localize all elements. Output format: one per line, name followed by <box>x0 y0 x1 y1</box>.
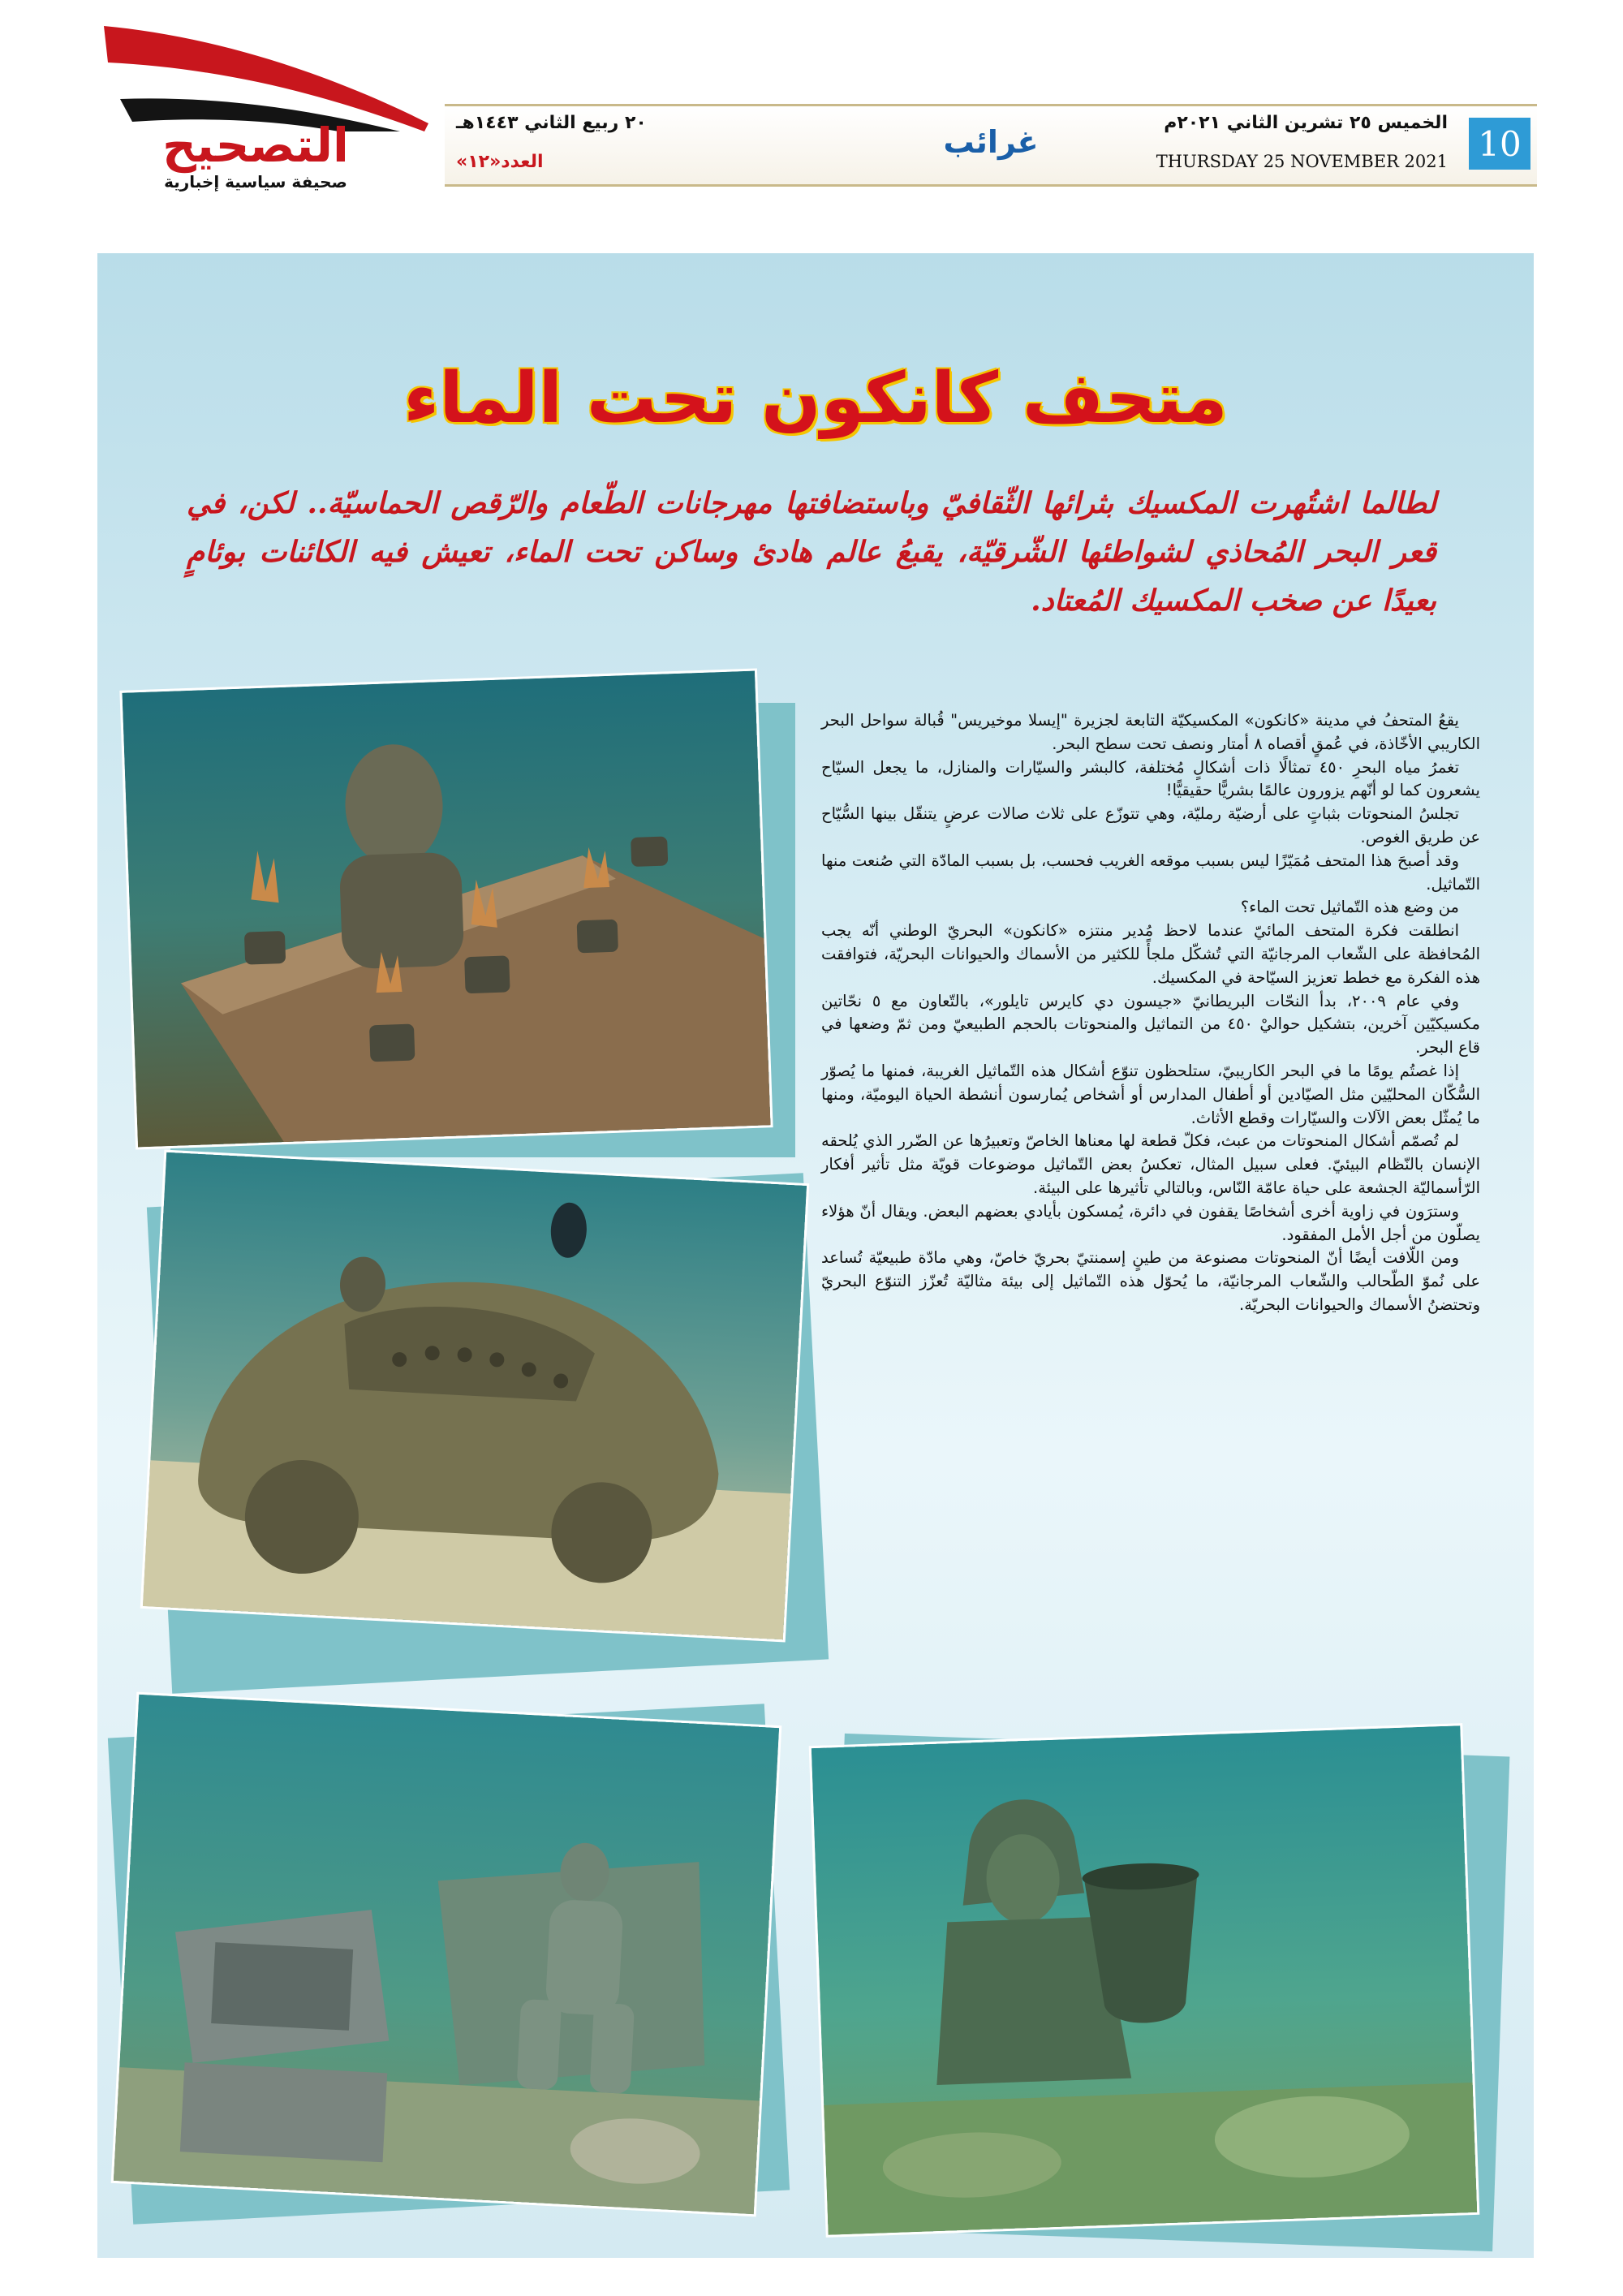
article-title: متحف كانكون تحت الماء <box>403 357 1228 439</box>
paragraph: إذا غصتُم يومًا ما في البحر الكاريبيّ، ستلحظون تنوّع أشكال هذه التّماثيل الغريبة، فمنها ما يُصوّر السُّكّان المحليّين مثل الصيّادين أو أطفال المدارس أو أشخاص يُمارسون أنشطة الحياة اليوميّة، ومنها ما يُمثّل بعض الآلات والسيّارات وقطع الأثاث. <box>821 1061 1480 1127</box>
issue-number: العدد«١٢» <box>456 152 544 172</box>
paragraph: من وضع هذه التّماثيل تحت الماء؟ <box>1240 898 1459 917</box>
section-title: غرائب <box>943 124 1039 160</box>
date-english: THURSDAY 25 NOVEMBER 2021 <box>1156 152 1448 171</box>
paragraph: تجلسُ المنحوتات بثباتٍ على أرضيّة رمليّة، وهي تتوزّع على ثلاث صالات عرضٍ يتنقّل بينها السُّيّاح عن طريق الغوص. <box>821 804 1480 846</box>
photo-man-on-sofa <box>114 1695 779 2215</box>
photo-pharaoh-statue <box>812 1725 1477 2235</box>
paragraph: تغمرُ مياه البحرِ ٤٥٠ تمثالًا ذات أشكالٍ مُختلفة، كالبشر والسيّارات والمنازل، ما يجعل السيّاح يشعرون كما لو أنّهم يزورون عالمًا بشريًّا حقيقيًّا! <box>821 757 1480 800</box>
date-hijri: ٢٠ ربيع الثاني ١٤٤٣هـ <box>456 113 647 133</box>
page-number-badge: 10 <box>1469 118 1530 170</box>
paragraph: وفي عام ٢٠٠٩، بدأ النحّات البريطانيّ «جيسون دي كايرس تايلور»، بالتّعاون مع ٥ نحّاتين مكسيكيّين آخرين، بتشكيل حواليْ ٤٥٠ من التماثيل والمنحوتات بالحجم الطبيعيّ ومن ثمّ وضعها في قاع البحر. <box>821 991 1480 1058</box>
paragraph: لم تُصمّم أشكال المنحوتات من عبث، فكلّ قطعة لها معناها الخاصّ وتعبيرُها عن الضّرر الذي يُلحقه الإنسان بالنّظام البيئيّ. فعلى سبيل المثال، تعكسُ بعض التّماثيل موضوعات قويّة مثل تأثير أفكار الرّأسماليّة الجشعة على حياة عامّة النّاس، وبالتالي تأثيرها على البيئة. <box>821 1131 1480 1197</box>
article-lead: لطالما اشتُهرت المكسيك بثرائها الثّقافيّ وباستضافتها مهرجانات الطّعام والرّقص الحماسيّة.. لكن، في قعر البحر المُحاذي لشواطئها الشّرقيّة، يقبعُ عالم هادئ وساكن تحت الماء، تعيش فيه الكائنات بوئامٍ بعيدًا عن صخب المكسيك المُعتاد. <box>187 486 1436 618</box>
photo-car-sculpture <box>143 1152 807 1640</box>
newspaper-tagline: صحيفة سياسية إخبارية <box>164 172 347 192</box>
header-bar <box>445 104 1537 187</box>
paragraph: وسترَون في زاوية أخرى أشخاصًا يقفون في دائرة، يُمسكون بأيادي بعضهم البعض. ويقال أنّ هؤلاء يصلّون من أجل الأمل المفقود. <box>821 1201 1480 1244</box>
paragraph: وقد أصبحَ هذا المتحف مُمَيّزًا ليس بسبب موقعه الغريب فحسب، بل بسبب المادّة التي صُنعت منها التّماثيل. <box>821 851 1480 894</box>
paragraph: ومن اللّافت أيضًا أنّ المنحوتات مصنوعة من طينٍ إسمنتيّ بحريّ خاصّ، وهي مادّة طبيعيّة تُساعد على نُموّ الطّحالب والشّعاب المرجانيّة، ما يُحوّل هذه التّماثيل إلى بيئة مثاليّة تُعزّز التنوّع البحريّ وتحتضنُ الأسماك والحيوانات البحريّة. <box>821 1248 1480 1314</box>
newspaper-logo-name: التصحيح <box>162 118 349 173</box>
flag-logo-icon <box>96 18 445 131</box>
masthead <box>0 0 1623 219</box>
article-body <box>821 709 1480 1317</box>
photo-statue-coral-table <box>122 671 770 1148</box>
paragraph: انطلقت فكرة المتحف المائيّ عندما لاحظ مُدير منتزه «كانكون» البحريّ الوطني أنّه يجب المُحافظة على الشّعاب المرجانيّة التي تُشكّل ملجأً للكثير من الأسماك والحيوانات البحريّة، فتوافقت هذه الفكرة مع خطط تعزيز السيّاحة في المكسيك. <box>821 921 1480 987</box>
paragraph: يقعُ المتحفُ في مدينة «كانكون» المكسيكيّة التابعة لجزيرة "إيسلا موخيريس" قُبالة سواحل البحر الكاريبي الأخّاذة، في عُمقٍ أقصاه ٨ أمتار ونصف تحت سطح البحر. <box>821 711 1480 753</box>
date-arabic: الخميس ٢٥ تشرين الثاني ٢٠٢١م <box>1164 113 1448 133</box>
